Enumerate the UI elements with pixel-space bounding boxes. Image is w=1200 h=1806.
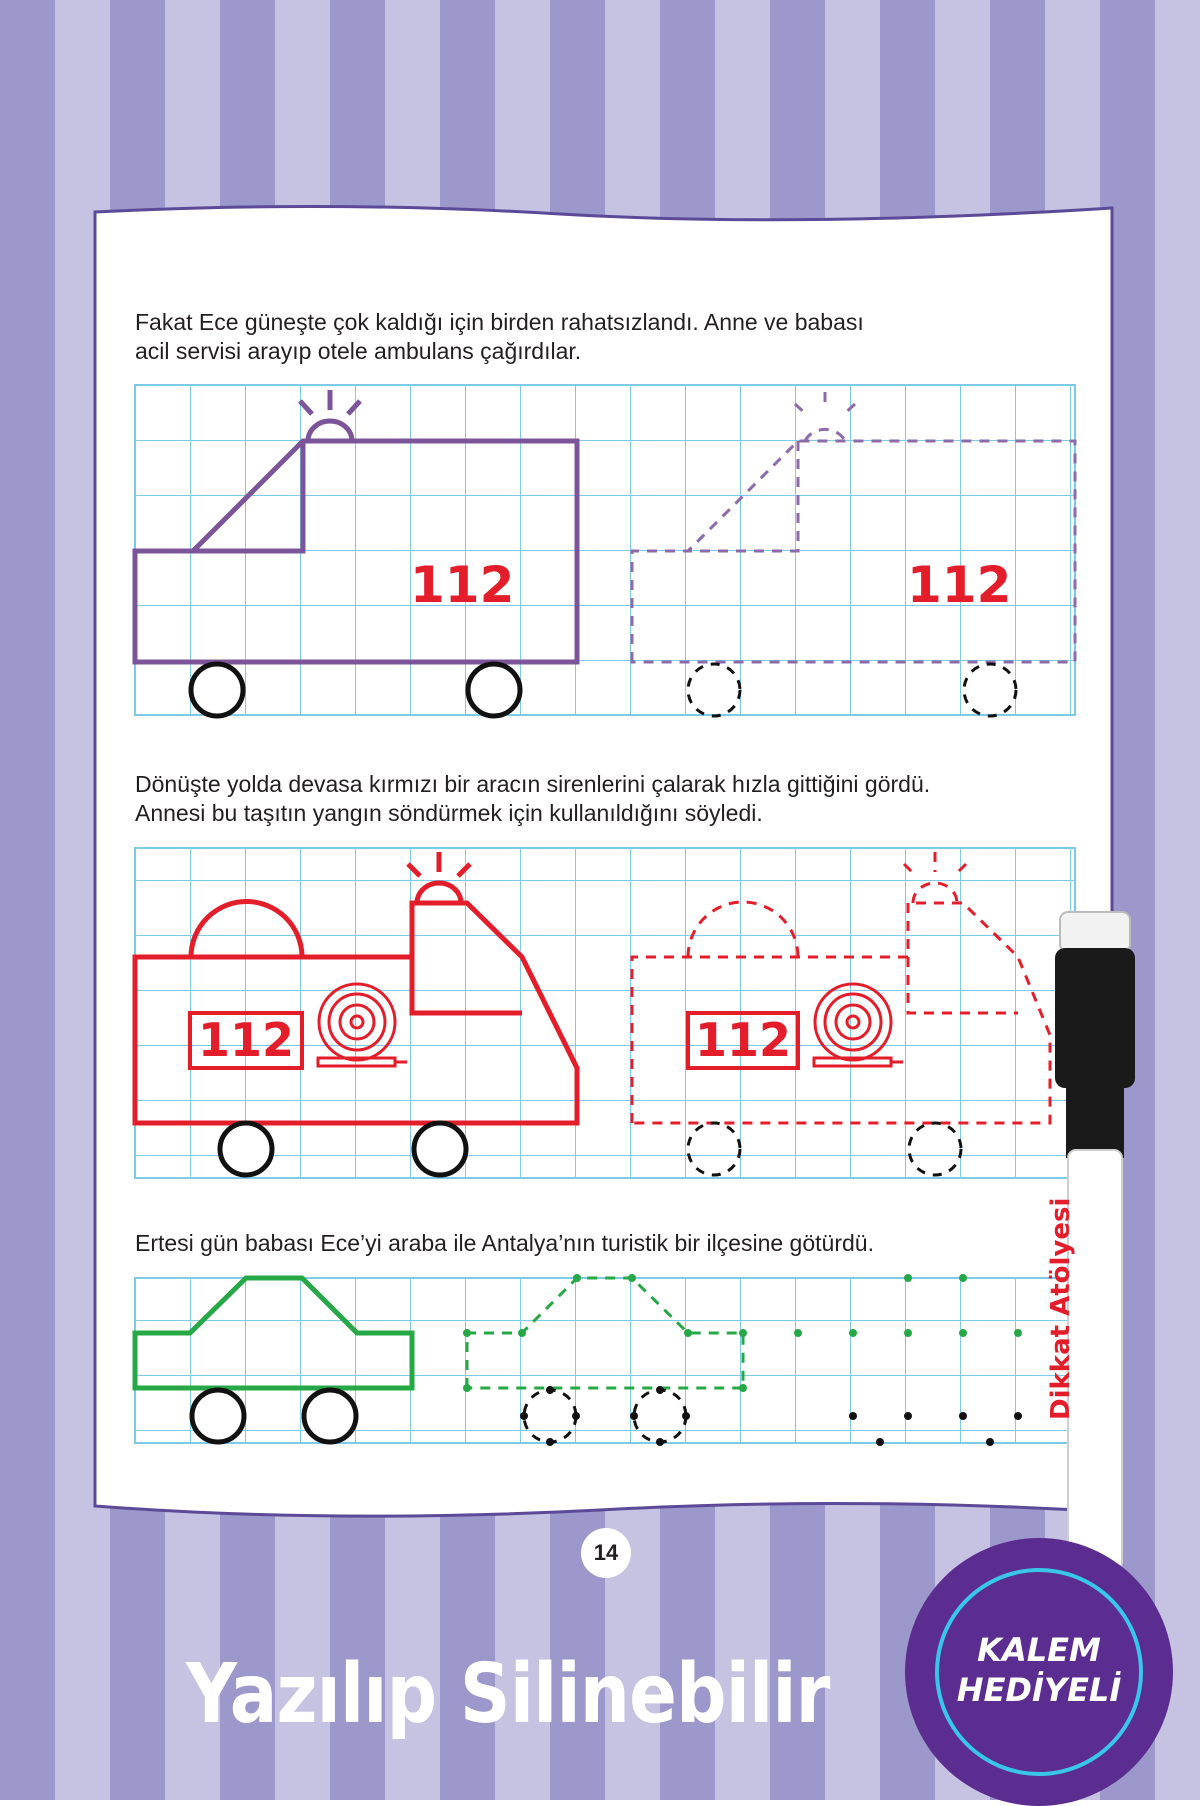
ambulance-number: 112 — [410, 556, 515, 614]
paragraph-2-line-1: Dönüşte yolda devasa kırmızı bir aracın sirenlerini çalarak hızla gittiğini gördü. — [135, 771, 931, 797]
gift-badge-line-2: HEDİYELİ — [956, 1671, 1122, 1709]
ambulance-number-copy: 112 — [907, 556, 1012, 614]
gift-badge — [905, 1538, 1173, 1806]
marker-brand-label: Dikkat Atölyesi — [1046, 1197, 1076, 1420]
gift-badge-line-1: KALEM — [977, 1631, 1101, 1669]
paragraph-1-line-2: acil servisi arayıp otele ambulans çağırdılar. — [135, 338, 582, 364]
story-paragraph-1 — [135, 308, 1035, 366]
page-number: 14 — [581, 1528, 631, 1578]
gift-badge-text — [905, 1630, 1173, 1710]
paragraph-3-line-1: Ertesi gün babası Ece’yi araba ile Antalya’nın turistik bir ilçesine götürdü. — [135, 1230, 874, 1256]
story-paragraph-2 — [135, 770, 1035, 828]
cover-title: Yazılıp Silinebilir — [186, 1647, 830, 1742]
story-paragraph-3 — [135, 1229, 1035, 1258]
paragraph-1-line-1: Fakat Ece güneşte çok kaldığı için birden rahatsızlandı. Anne ve babası — [135, 309, 864, 335]
firetruck-number: 112 — [197, 1013, 295, 1067]
paragraph-2-line-2: Annesi bu taşıtın yangın söndürmek için kullanıldığını söyledi. — [135, 800, 763, 826]
firetruck-number-copy: 112 — [694, 1013, 792, 1067]
